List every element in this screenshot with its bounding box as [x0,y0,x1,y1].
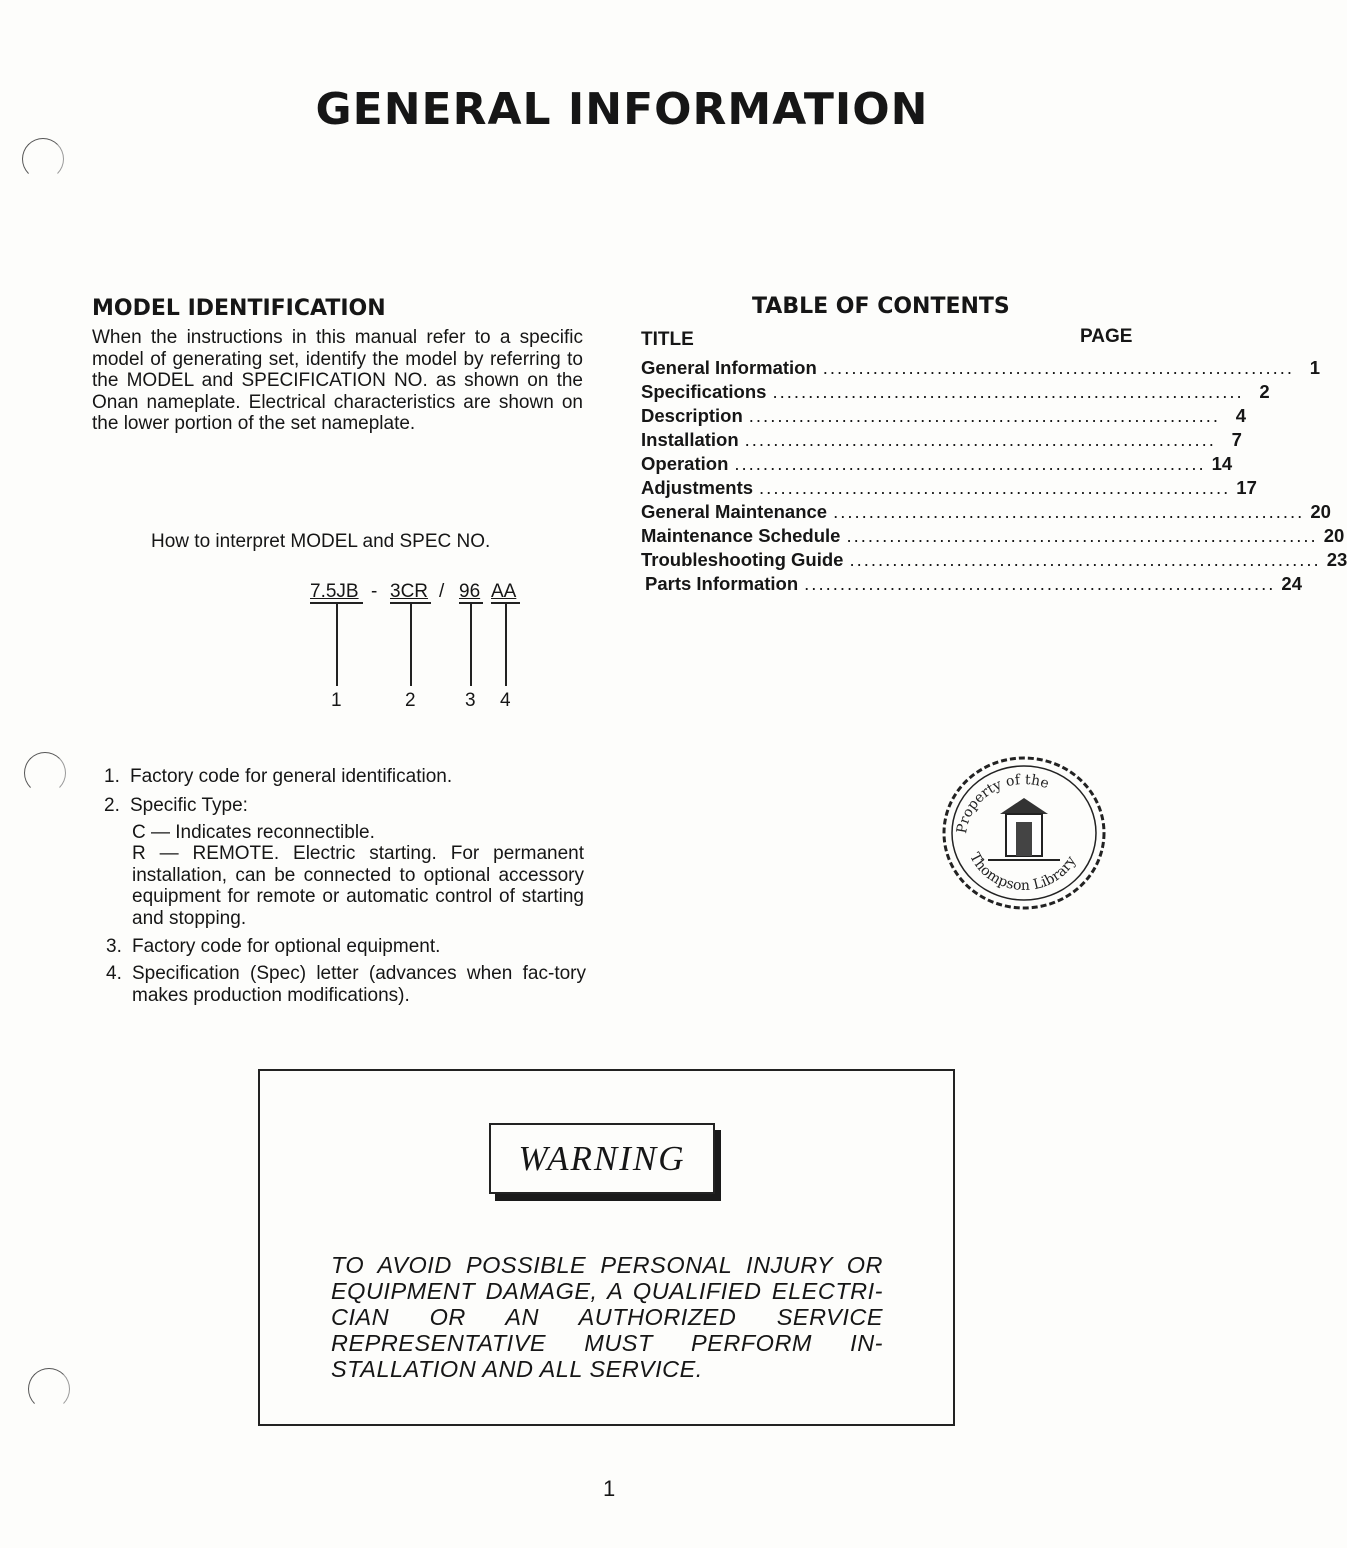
svg-text:Property of the: Property of the [954,771,1051,835]
toc-entry-title: Maintenance Schedule [641,525,841,546]
toc-entry-page: 2 [1259,381,1270,402]
code-part-model: 7.5JB [310,581,359,602]
legend-item-number: 2. [104,795,120,816]
model-identification-paragraph: When the instructions in this manual refer to a specific model of generating set, identify the model by referring to the MODEL and SPECIFICATION NO. as shown on the Onan nameplate. Electrical characteristics are shown on the lower portion of the set nameplate. [92,327,583,434]
toc-entry[interactable] [641,525,1345,549]
toc-entry-page: 7 [1231,429,1242,450]
toc-heading: TABLE OF CONTENTS [752,294,1010,319]
page-title: GENERAL INFORMATION [315,84,929,135]
code-separator-slash: / [439,581,445,602]
toc-entry-page: 20 [1323,525,1345,546]
toc-entry[interactable] [641,405,1247,429]
toc-entry[interactable] [641,453,1233,477]
code-leader-1 [336,603,338,686]
toc-entry-page: 4 [1235,405,1247,426]
toc-entry-page: 20 [1310,501,1331,522]
binder-hole-middle [24,752,66,794]
binder-hole-top [22,138,64,180]
toc-entry-title: Installation [641,429,739,450]
toc-leader: .................................................................. [734,453,1206,474]
outhouse-icon [988,798,1060,860]
toc-leader: .................................................................. [822,357,1295,378]
legend-item-number: 3. [106,936,122,957]
toc-entry-title: Adjustments [641,477,754,498]
legend-subitem: C — Indicates reconnectible. [132,822,375,843]
toc-column-title: TITLE [641,329,694,350]
toc-entry[interactable] [641,549,1347,573]
toc-entry[interactable] [645,573,1302,597]
toc-leader: .................................................................. [744,429,1216,450]
code-part-type: 3CR [390,581,429,602]
toc-entry-title: General Maintenance [641,501,828,522]
toc-column-page: PAGE [1080,326,1133,347]
toc-entry-page: 14 [1211,453,1233,474]
page-number: 1 [603,1476,616,1501]
toc-leader: .................................................................. [748,405,1221,426]
warning-label: WARNING [489,1123,715,1194]
toc-leader: .................................................................. [846,525,1318,546]
code-separator-dash: - [371,581,378,602]
code-number-1: 1 [331,690,342,711]
toc-entry-title: General Information [641,357,817,378]
toc-entry-title: Operation [641,453,729,474]
model-identification-heading: MODEL IDENTIFICATION [92,296,386,321]
code-number-3: 3 [465,690,476,711]
code-leader-2 [410,603,412,686]
toc-entry[interactable] [641,357,1321,381]
legend-item-text: Factory code for optional equipment. [132,936,441,957]
toc-leader: .................................................................. [833,501,1305,522]
toc-entry-page: 1 [1309,357,1321,378]
toc-leader: .................................................................. [804,573,1276,594]
toc-entry-title: Troubleshooting Guide [641,549,844,570]
library-stamp [938,752,1110,914]
legend-item-text: Factory code for general identification. [130,766,453,787]
interpret-caption: How to interpret MODEL and SPEC NO. [151,531,491,552]
toc-entry-title: Description [641,405,743,426]
code-leader-4 [505,603,507,686]
code-part-spec: AA [491,581,517,602]
toc-entry-page: 17 [1236,477,1257,498]
legend-item-number: 4. [106,963,122,984]
toc-leader: .................................................................. [759,477,1231,498]
code-part-options: 96 [459,581,481,602]
binder-hole-bottom [28,1368,70,1410]
legend-subitem: R — REMOTE. Electric starting. For permanent installation, can be connected to optional accessory equipment for remote or automatic control of starting and stopping. [132,843,584,929]
toc-entry[interactable] [641,381,1270,405]
code-number-4: 4 [500,690,511,711]
toc-leader: .................................................................. [772,381,1244,402]
code-leader-3 [470,603,472,686]
toc-leader: .................................................................. [849,549,1321,570]
toc-entry-title: Parts Information [645,573,799,594]
toc-entry-title: Specifications [641,381,767,402]
toc-entry[interactable] [641,477,1257,501]
toc-entry-page: 23 [1326,549,1347,570]
toc-entry-page: 24 [1281,573,1302,594]
legend-item-text: Specification (Spec) letter (advances when fac-tory makes production modifications). [132,963,586,1006]
toc-entry[interactable] [641,429,1242,453]
warning-text: TO AVOID POSSIBLE PERSONAL INJURY OR EQUIPMENT DAMAGE, A QUALIFIED ELECTRI-CIAN OR AN AUTHORIZED SERVICE REPRESENTATIVE MUST PERFORM IN-STALLATION AND ALL SERVICE. [331,1252,883,1382]
toc-entry[interactable] [641,501,1331,525]
legend-item-number: 1. [104,766,120,787]
legend-item-text: Specific Type: [130,795,248,816]
svg-text:Thompson Library: Thompson Library [966,850,1080,895]
code-number-2: 2 [405,690,416,711]
